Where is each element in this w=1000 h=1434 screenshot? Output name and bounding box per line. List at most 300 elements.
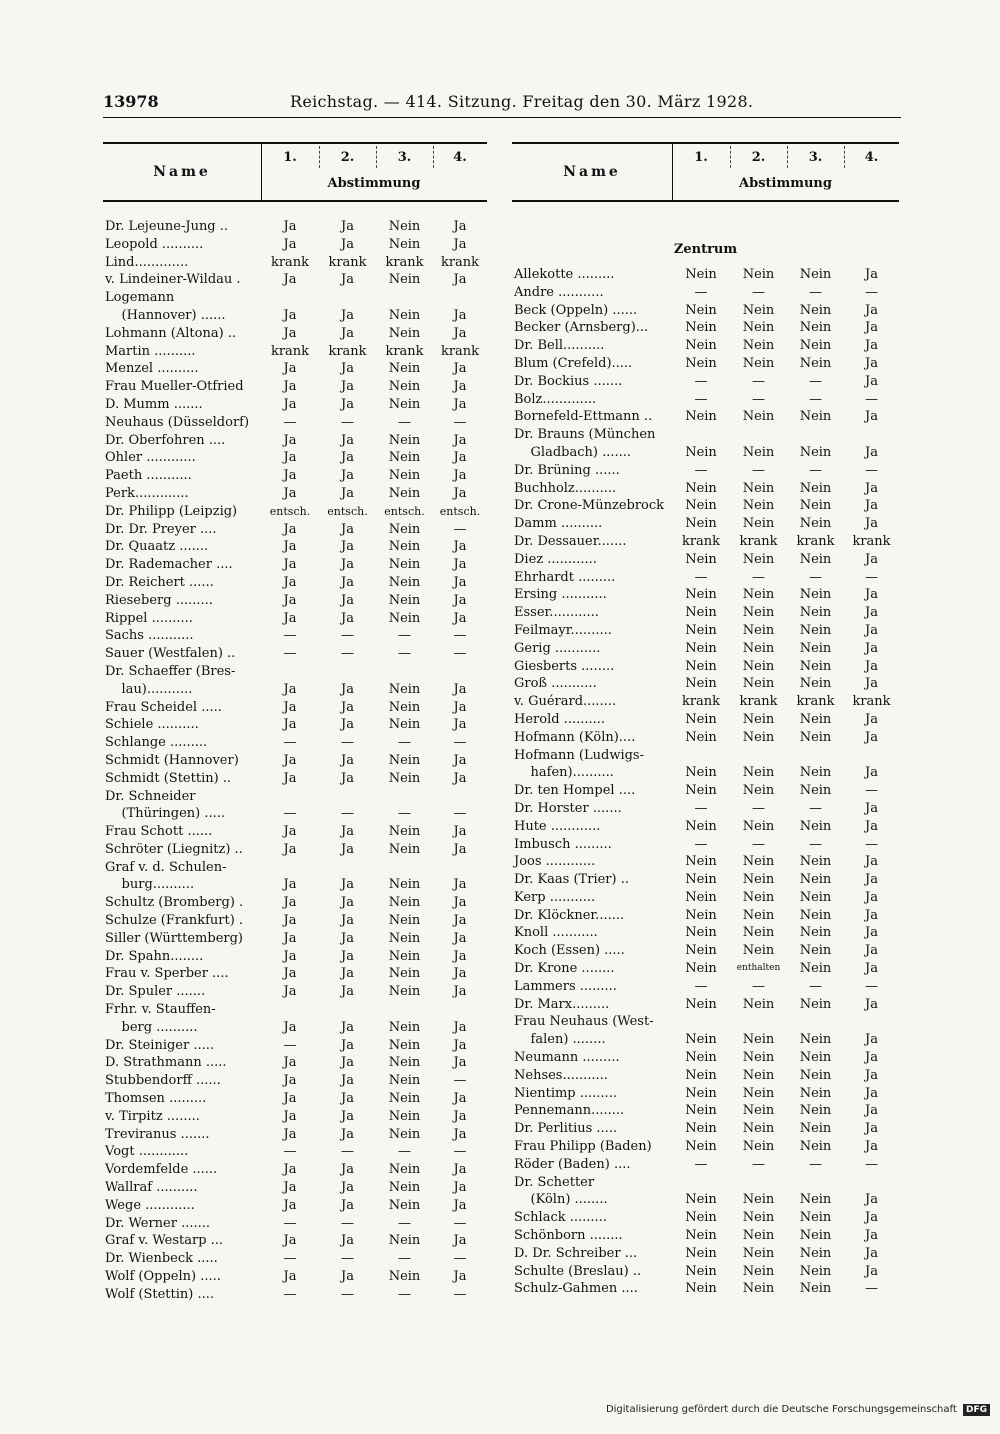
vote-cell: — [453, 646, 467, 662]
vote-cell: Ja [865, 925, 878, 941]
vote-cell: Ja [283, 379, 297, 395]
member-name: Ersing ........... [514, 587, 607, 603]
member-name: Dr. Crone-Münzebrock [514, 498, 665, 514]
vote-cell: Nein [388, 450, 421, 466]
vote-cell: Nein [388, 913, 421, 929]
table-row [512, 319, 899, 337]
table-row [512, 711, 899, 729]
member-name: Frau Philipp (Baden) [514, 1139, 652, 1155]
left-table-top-rule [103, 142, 487, 144]
vote-cell: — [283, 646, 297, 662]
member-name: Gerig ........... [514, 640, 601, 656]
vote-cell: Ja [341, 966, 354, 982]
vote-cell [433, 859, 487, 877]
member-name: Vogt ............ [105, 1144, 189, 1160]
vote-cell: Nein [388, 717, 421, 733]
table-row [103, 556, 487, 574]
vote-cell: Ja [283, 966, 297, 982]
table-row [103, 627, 487, 645]
page-title: Reichstag. — 414. Sitzung. Freitag den 30. März 1928. [290, 92, 754, 111]
table-row [103, 859, 487, 877]
member-name: Rieseberg ......... [105, 592, 213, 608]
vote-cell: Nein [685, 1050, 717, 1066]
vote-cell: Ja [865, 1103, 878, 1119]
vote-cell: enthalten [736, 963, 781, 974]
vote-cell: — [752, 836, 765, 852]
member-name: Sauer (Westfalen) .. [105, 646, 236, 662]
table-row [103, 1179, 487, 1197]
vote-cell: krank [385, 254, 424, 270]
table-row [512, 942, 899, 960]
member-name: (Hannover) ...... [105, 307, 226, 323]
member-name: Schlack ......... [514, 1210, 607, 1226]
table-row [103, 770, 487, 788]
vote-cell [730, 1013, 787, 1031]
vote-cell: Ja [341, 592, 354, 608]
vote-cell: Nein [742, 516, 775, 532]
vote-cell: Nein [799, 498, 832, 514]
vote-cell: Nein [742, 267, 775, 282]
member-name: (Thüringen) ..... [105, 806, 226, 822]
member-name: burg.......... [105, 877, 195, 893]
vote-cell: — [341, 646, 354, 662]
member-name: Dr. Krone ........ [514, 961, 615, 977]
table-row [512, 764, 899, 782]
vote-cell [730, 1174, 787, 1192]
member-name: Lammers ......... [514, 978, 617, 994]
vote-cell: — [752, 1156, 765, 1172]
vote-cell: krank [852, 694, 891, 710]
table-row [512, 1120, 899, 1138]
member-name: Schultz (Bromberg) . [105, 895, 244, 911]
vote-cell [376, 788, 433, 806]
table-row [512, 1013, 899, 1031]
member-name: Nientimp ......... [514, 1085, 617, 1101]
vote-cell [672, 1013, 730, 1031]
member-name: Leopold .......... [105, 236, 204, 252]
member-name: Dr. Schaeffer (Bres- [105, 663, 236, 679]
vote-cell: — [694, 284, 708, 300]
vote-cell: Nein [388, 1197, 421, 1213]
vote-cell: Nein [685, 1228, 717, 1244]
vote-cell: — [453, 1215, 467, 1231]
vote-cell: Ja [865, 1050, 878, 1066]
table-row [103, 503, 487, 521]
vote-cell: — [283, 1251, 297, 1267]
member-name: Dr. Horster ....... [514, 800, 622, 816]
table-row [103, 1001, 487, 1019]
vote-cell: Ja [865, 711, 878, 727]
vote-cell: — [752, 978, 765, 994]
table-row [512, 337, 899, 355]
vote-cell: — [283, 735, 297, 751]
vote-cell: Ja [341, 681, 354, 697]
vote-cell: — [453, 414, 467, 430]
vote-cell: Nein [388, 1073, 421, 1089]
table-row [512, 604, 899, 622]
table-row [512, 836, 899, 854]
vote-cell: Nein [685, 818, 717, 834]
vote-cell: Nein [685, 925, 717, 941]
vote-cell: Ja [453, 930, 467, 946]
member-name: Herold .......... [514, 711, 606, 727]
table-row [103, 930, 487, 948]
member-name: Dr. Philipp (Leipzig) [105, 503, 238, 519]
vote-cell: Ja [283, 948, 297, 964]
right-vote-col-1: 1. [694, 150, 708, 165]
table-row [103, 218, 487, 236]
vote-cell: Nein [799, 872, 832, 888]
member-name: Diez ............ [514, 551, 597, 567]
vote-cell [787, 747, 844, 765]
vote-cell: Nein [685, 320, 717, 336]
vote-cell: Nein [685, 907, 717, 923]
vote-cell: Nein [388, 948, 421, 964]
vote-cell: Nein [685, 1139, 717, 1155]
right-vote-col-2: 2. [751, 150, 766, 165]
vote-cell: Ja [865, 498, 878, 514]
vote-cell: Ja [283, 307, 297, 323]
table-row [103, 965, 487, 983]
table-row [512, 1049, 899, 1067]
member-name: Koch (Essen) ..... [514, 943, 625, 959]
vote-cell: Ja [341, 236, 354, 252]
left-name-header: Name [153, 164, 211, 180]
vote-cell: Ja [283, 770, 297, 786]
right-vote-col-3: 3. [808, 150, 823, 165]
vote-cell: Ja [341, 539, 354, 555]
vote-cell: Ja [453, 1126, 467, 1142]
vote-cell: Ja [865, 854, 878, 870]
vote-cell: Nein [742, 1192, 775, 1208]
vote-cell [672, 1174, 730, 1192]
vote-cell: Ja [453, 1037, 467, 1053]
vote-cell: Nein [685, 872, 717, 888]
vote-cell: Nein [388, 574, 421, 590]
vote-cell: Ja [341, 1108, 354, 1124]
vote-cell: — [398, 1286, 411, 1302]
vote-cell: — [694, 373, 708, 389]
vote-cell: Nein [388, 485, 421, 501]
vote-cell [376, 289, 433, 307]
vote-cell: Nein [685, 605, 717, 621]
vote-cell: Nein [799, 1281, 832, 1297]
vote-cell: Ja [341, 1073, 354, 1089]
vote-cell: Ja [283, 681, 297, 697]
table-row [103, 1286, 487, 1304]
vote-cell: Ja [283, 1126, 297, 1142]
vote-cell: Ja [865, 373, 878, 389]
vote-cell: — [752, 569, 765, 585]
vote-cell: — [865, 462, 878, 478]
vote-cell: Ja [453, 468, 467, 484]
vote-cell: Nein [388, 325, 421, 341]
table-row [103, 325, 487, 343]
vote-cell: Ja [865, 1121, 878, 1137]
vote-cell: Ja [453, 557, 467, 573]
table-row [103, 289, 487, 307]
vote-cell: Ja [865, 355, 878, 371]
table-row [512, 266, 899, 284]
vote-cell [433, 289, 487, 307]
member-name: Stubbendorff ...... [105, 1073, 221, 1089]
vote-cell: — [398, 646, 411, 662]
vote-cell: Nein [388, 770, 421, 786]
table-row [512, 462, 899, 480]
vote-cell [261, 788, 319, 806]
vote-cell: Nein [685, 498, 717, 514]
member-name: Hofmann (Ludwigs- [514, 747, 644, 763]
vote-cell: — [752, 462, 765, 478]
vote-cell: Ja [283, 699, 297, 715]
member-name: Frau Scheidel ..... [105, 699, 222, 715]
vote-cell: Nein [742, 302, 775, 318]
vote-cell [433, 788, 487, 806]
vote-cell: — [694, 836, 708, 852]
vote-cell: Ja [283, 450, 297, 466]
table-row [103, 805, 487, 823]
vote-cell: entsch. [269, 504, 311, 518]
vote-cell: krank [739, 694, 778, 710]
vote-cell: — [865, 1156, 878, 1172]
vote-cell: Ja [453, 681, 467, 697]
vote-cell: Nein [742, 338, 775, 354]
left-subheader: Abstimmung [327, 176, 421, 191]
vote-cell: Ja [341, 1269, 354, 1285]
left-vote-table [103, 218, 487, 1304]
member-name: Buchholz.......... [514, 480, 617, 496]
table-row [512, 1280, 899, 1298]
vote-cell: Ja [453, 485, 467, 501]
vote-cell: krank [328, 343, 367, 359]
vote-cell: Nein [799, 605, 832, 621]
table-row [103, 1126, 487, 1144]
vote-cell: Nein [742, 1067, 775, 1083]
vote-cell: Nein [388, 557, 421, 573]
vote-cell: Nein [742, 729, 775, 745]
table-row [103, 432, 487, 450]
table-row [512, 444, 899, 462]
member-name: Beck (Oppeln) ...... [514, 302, 638, 318]
vote-cell: Nein [685, 943, 717, 959]
vote-cell: Ja [341, 1197, 354, 1213]
vote-cell: Nein [742, 907, 775, 923]
table-row [512, 1085, 899, 1103]
vote-cell: Ja [341, 1019, 354, 1035]
member-name: Röder (Baden) .... [514, 1156, 631, 1172]
vote-cell: Nein [685, 622, 717, 638]
vote-cell: Ja [453, 1108, 467, 1124]
member-name: (Köln) ........ [514, 1192, 608, 1208]
vote-cell [672, 747, 730, 765]
vote-cell: Ja [865, 480, 878, 496]
vote-cell: Nein [742, 765, 775, 781]
vote-cell: Nein [742, 622, 775, 638]
table-row [103, 343, 487, 361]
vote-cell: Nein [742, 711, 775, 727]
vote-cell: Ja [865, 640, 878, 656]
vote-cell: Ja [341, 913, 354, 929]
vote-cell: krank [796, 533, 835, 549]
member-name: Dr. Brauns (München [514, 427, 656, 443]
vote-cell: — [283, 1144, 297, 1160]
vote-cell: Ja [341, 1180, 354, 1196]
vote-cell [261, 1001, 319, 1019]
table-row [103, 823, 487, 841]
member-name: Dr. Steiniger ..... [105, 1037, 215, 1053]
member-name: Frau Mueller-Otfried [105, 379, 244, 395]
vote-cell: Nein [685, 676, 717, 692]
vote-cell: Ja [283, 895, 297, 911]
member-name: Dr. Klöckner....... [514, 907, 625, 923]
left-col-divider [433, 146, 434, 168]
vote-cell: Nein [799, 516, 832, 532]
vote-cell: Nein [388, 895, 421, 911]
vote-cell: Ja [341, 1162, 354, 1178]
vote-cell: — [809, 373, 822, 389]
member-name: hafen).......... [514, 765, 614, 781]
vote-cell: Ja [865, 907, 878, 923]
vote-cell: Ja [865, 1032, 878, 1048]
vote-cell: Ja [341, 219, 354, 234]
vote-cell: Nein [388, 1108, 421, 1124]
vote-cell: Nein [799, 658, 832, 674]
vote-cell: Nein [685, 551, 717, 567]
left-col-divider [319, 146, 320, 168]
vote-cell: Ja [453, 841, 467, 857]
table-row [103, 271, 487, 289]
member-name: Schröter (Liegnitz) .. [105, 841, 243, 857]
vote-cell: Ja [283, 984, 297, 1000]
member-name: D. Mumm ....... [105, 396, 203, 412]
table-row [512, 675, 899, 693]
vote-cell: Ja [283, 361, 297, 377]
vote-cell: Nein [742, 676, 775, 692]
vote-cell: — [809, 1156, 822, 1172]
vote-cell: Ja [865, 320, 878, 336]
vote-cell: Ja [341, 770, 354, 786]
vote-cell: Nein [742, 872, 775, 888]
vote-cell: Nein [799, 640, 832, 656]
vote-cell: Ja [341, 557, 354, 573]
header-rule [103, 117, 901, 118]
vote-cell [319, 859, 376, 877]
vote-cell: Nein [799, 1067, 832, 1083]
table-row [512, 1031, 899, 1049]
table-row [512, 284, 899, 302]
vote-cell: Ja [865, 872, 878, 888]
table-row [103, 521, 487, 539]
member-name: Dr. Bockius ....... [514, 373, 623, 389]
table-row [103, 396, 487, 414]
member-name: Menzel .......... [105, 361, 199, 377]
table-row [512, 871, 899, 889]
member-name: Imbusch ......... [514, 836, 612, 852]
table-row [512, 782, 899, 800]
vote-cell: Nein [685, 1263, 717, 1279]
table-row [512, 693, 899, 711]
member-name: lau)........... [105, 681, 193, 697]
vote-cell: Nein [685, 658, 717, 674]
table-row [103, 948, 487, 966]
vote-cell: Nein [685, 1121, 717, 1137]
vote-cell: Ja [453, 539, 467, 555]
table-row [512, 996, 899, 1014]
vote-cell: — [398, 1251, 411, 1267]
table-row [103, 538, 487, 556]
vote-cell: — [865, 284, 878, 300]
table-row [103, 1019, 487, 1037]
table-row [512, 533, 899, 551]
vote-cell: Ja [865, 516, 878, 532]
vote-cell: Nein [742, 1032, 775, 1048]
vote-cell: Ja [865, 1192, 878, 1208]
member-name: Neuhaus (Düsseldorf) [105, 414, 250, 430]
vote-cell: Nein [388, 396, 421, 412]
table-row [103, 841, 487, 859]
table-row [512, 622, 899, 640]
vote-cell [376, 663, 433, 681]
member-name: Frau Neuhaus (West- [514, 1014, 654, 1030]
vote-cell: Nein [799, 587, 832, 603]
vote-cell [433, 1001, 487, 1019]
vote-cell: — [752, 284, 765, 300]
vote-cell: Nein [799, 996, 832, 1012]
vote-cell: Nein [799, 925, 832, 941]
vote-cell: krank [328, 254, 367, 270]
vote-cell: — [398, 1144, 411, 1160]
vote-cell [672, 426, 730, 444]
vote-cell: Nein [742, 444, 775, 460]
vote-cell [433, 663, 487, 681]
vote-cell: Nein [388, 930, 421, 946]
section-title: Zentrum [673, 242, 738, 257]
vote-cell: Nein [799, 355, 832, 371]
vote-cell: Nein [799, 1085, 832, 1101]
vote-cell: Nein [685, 444, 717, 460]
vote-cell: — [453, 806, 467, 822]
member-name: falen) ........ [514, 1032, 606, 1048]
vote-cell: — [694, 1156, 708, 1172]
vote-cell: — [398, 806, 411, 822]
vote-cell: Nein [685, 516, 717, 532]
vote-cell: Ja [453, 1055, 467, 1071]
vote-cell [730, 747, 787, 765]
member-name: Dr. Brüning ...... [514, 462, 620, 478]
member-name: Gladbach) ....... [514, 444, 631, 460]
table-row [103, 1215, 487, 1233]
vote-cell: Ja [453, 219, 467, 234]
vote-cell: Nein [685, 1032, 717, 1048]
member-name: Pennemann........ [514, 1103, 625, 1119]
vote-cell: Ja [453, 824, 467, 840]
member-name: Neumann ......... [514, 1050, 620, 1066]
vote-cell: Nein [799, 267, 832, 282]
vote-cell: Nein [799, 1228, 832, 1244]
vote-cell: Nein [742, 480, 775, 496]
vote-cell: — [694, 569, 708, 585]
vote-cell: Nein [388, 432, 421, 448]
member-name: Dr. Schetter [514, 1174, 595, 1190]
right-header-divider [672, 142, 673, 202]
left-vote-col-3: 3. [397, 150, 412, 165]
vote-cell: Nein [685, 1245, 717, 1261]
vote-cell: Ja [341, 396, 354, 412]
vote-cell: Ja [283, 877, 297, 893]
member-name: Dr. Rademacher .... [105, 557, 233, 573]
vote-cell: Ja [283, 557, 297, 573]
vote-cell: — [341, 1215, 354, 1231]
